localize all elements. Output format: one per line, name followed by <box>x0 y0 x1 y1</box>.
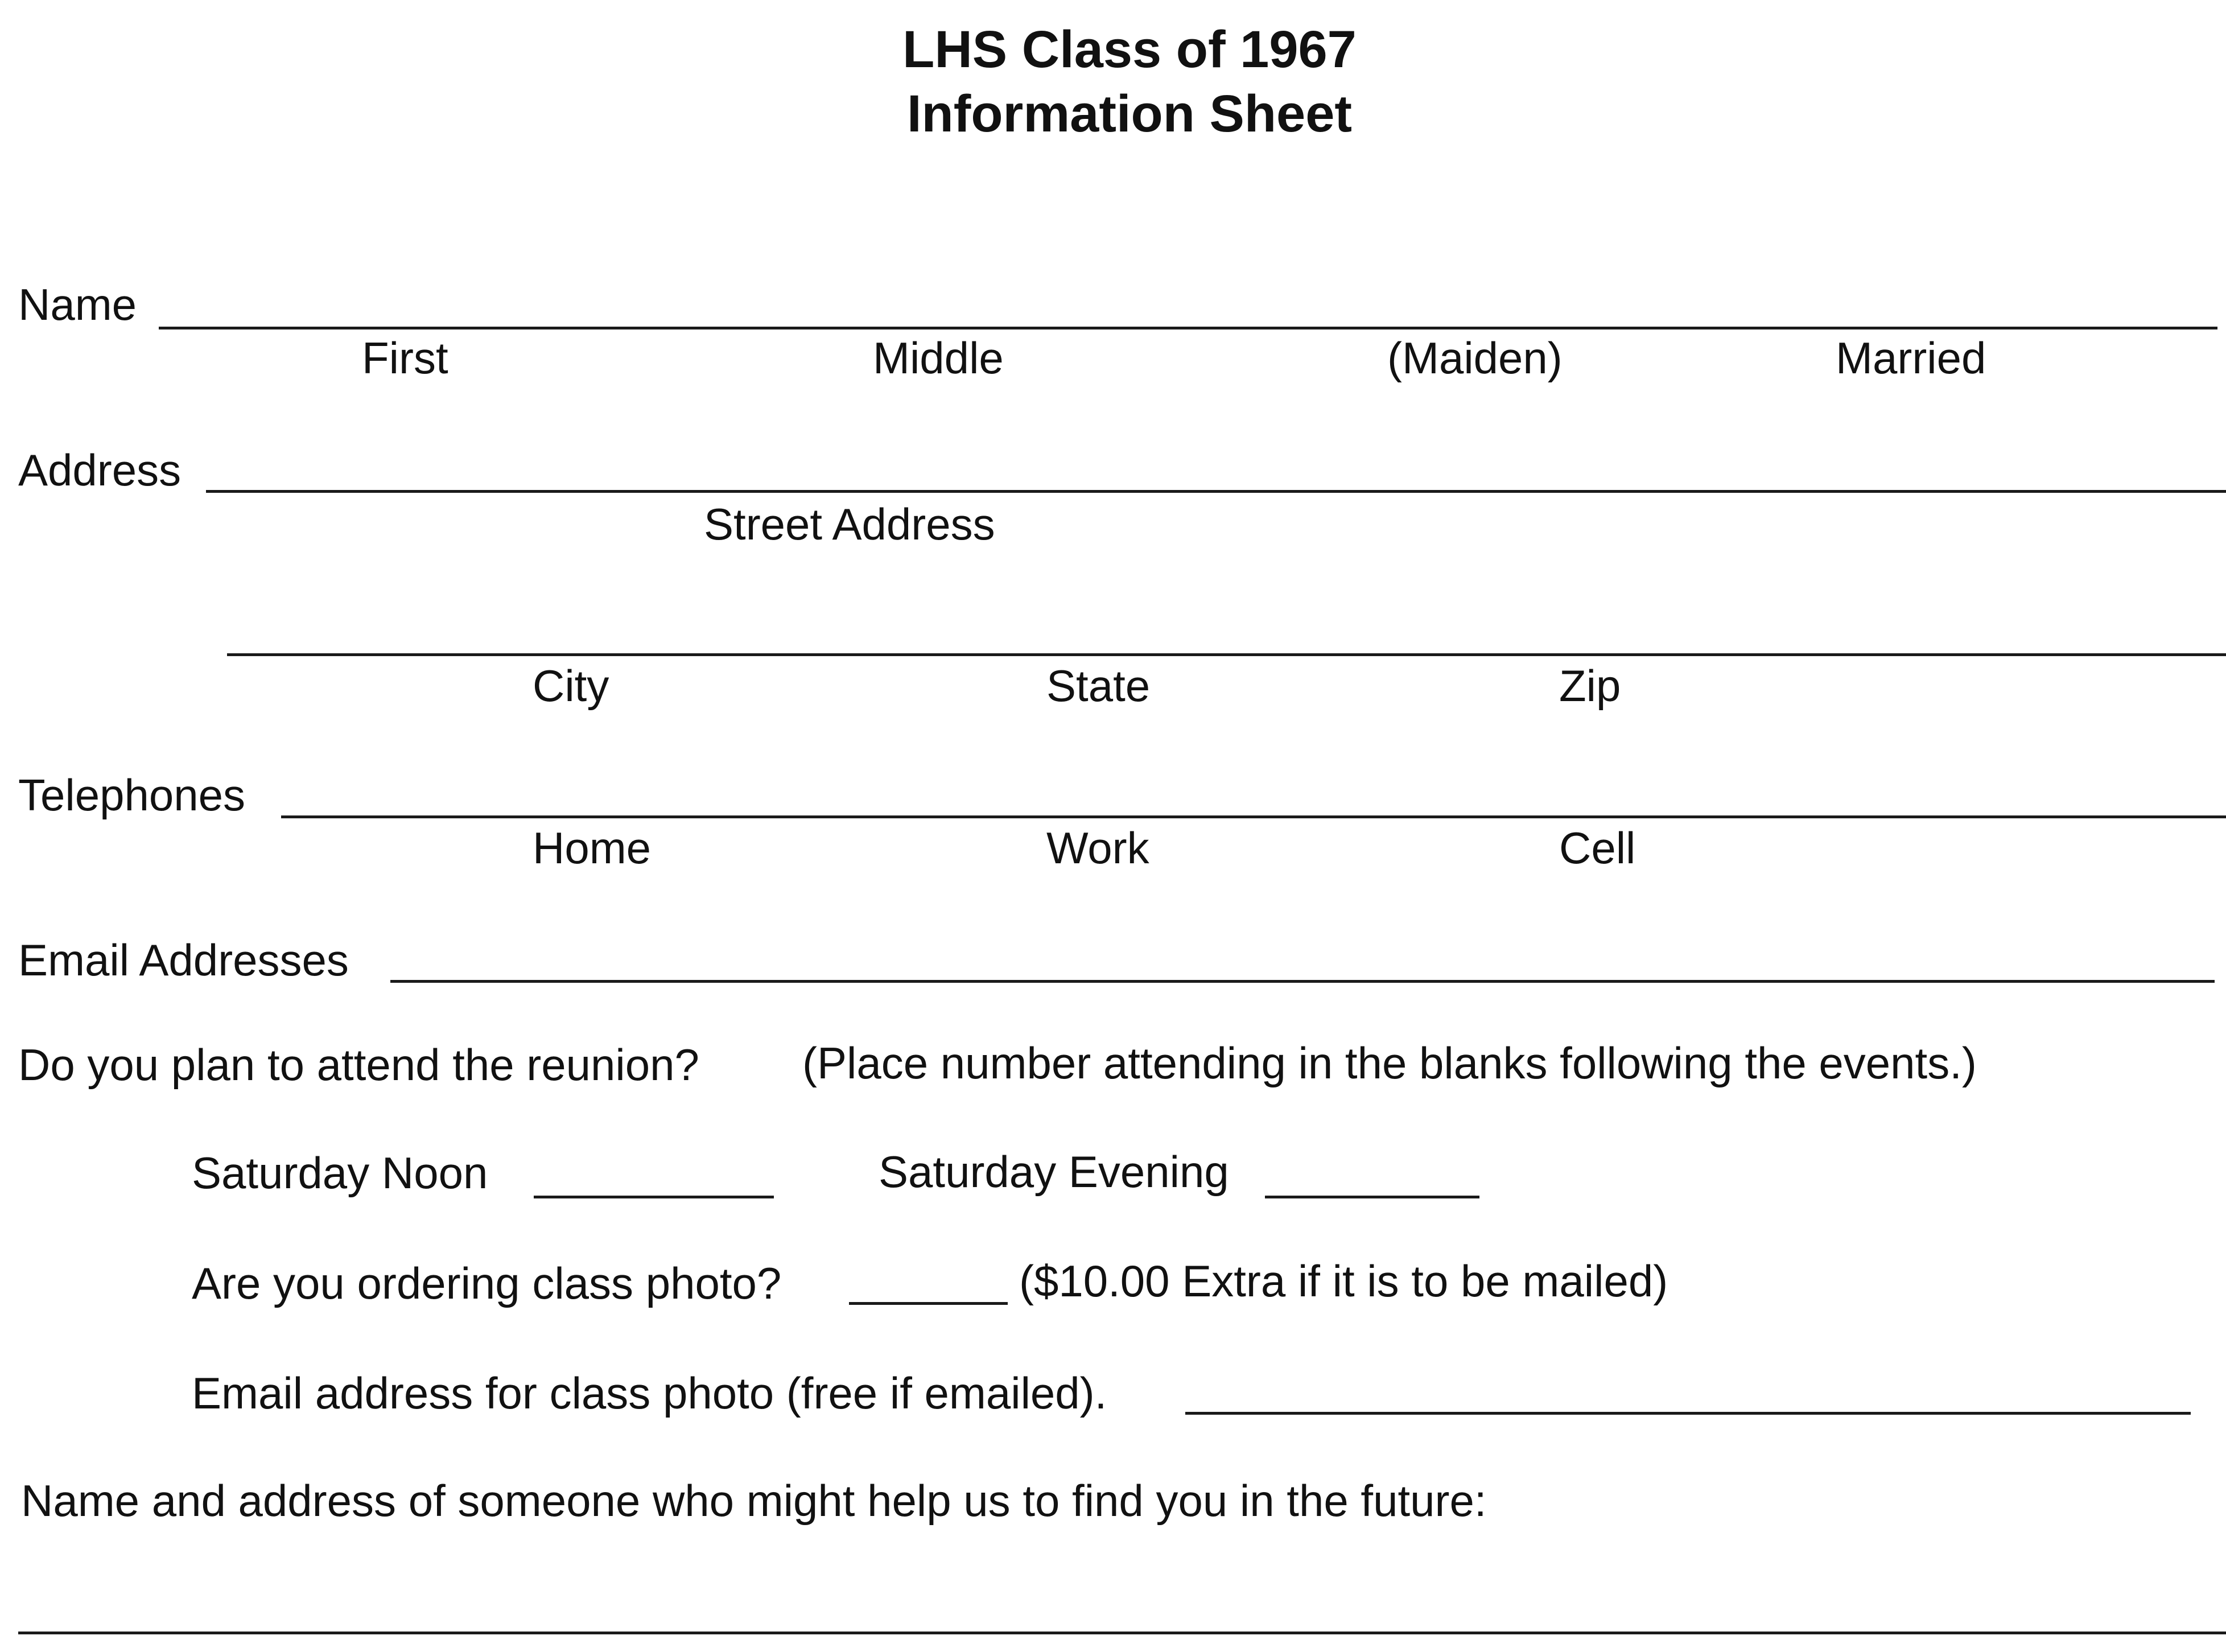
cell-caption: Cell <box>1559 823 1636 873</box>
name-maiden-caption: (Maiden) <box>1387 333 1563 383</box>
saturday-evening-field[interactable] <box>1265 1196 1479 1198</box>
zip-caption: Zip <box>1559 661 1621 711</box>
name-married-caption: Married <box>1836 333 1986 383</box>
name-field[interactable] <box>159 327 2217 329</box>
class-photo-email-label: Email address for class photo (free if emailed). <box>192 1368 1107 1418</box>
street-address-caption: Street Address <box>704 499 995 549</box>
class-photo-note: ($10.00 Extra if it is to be mailed) <box>1019 1256 1668 1306</box>
email-addresses-label: Email Addresses <box>18 935 349 985</box>
street-address-field[interactable] <box>206 490 2226 493</box>
class-photo-field[interactable] <box>849 1302 1008 1305</box>
reunion-instruction: (Place number attending in the blanks following the events.) <box>802 1038 1977 1088</box>
telephones-field[interactable] <box>281 815 2226 818</box>
saturday-noon-label: Saturday Noon <box>192 1148 488 1198</box>
class-photo-question: Are you ordering class photo? <box>192 1258 782 1308</box>
form-title-line2: Information Sheet <box>906 85 1353 143</box>
telephones-label: Telephones <box>18 770 245 820</box>
home-caption: Home <box>533 823 652 873</box>
saturday-noon-field[interactable] <box>534 1196 774 1198</box>
contact-person-label: Name and address of someone who might help us to find you in the future: <box>21 1476 1487 1526</box>
name-label: Name <box>18 279 137 329</box>
saturday-evening-label: Saturday Evening <box>879 1147 1229 1197</box>
work-caption: Work <box>1046 823 1149 873</box>
state-caption: State <box>1046 661 1151 711</box>
name-middle-caption: Middle <box>873 333 1004 383</box>
city-caption: City <box>533 661 609 711</box>
name-first-caption: First <box>362 333 448 383</box>
email-addresses-field[interactable] <box>390 980 2215 983</box>
city-state-zip-field[interactable] <box>227 653 2226 656</box>
class-photo-email-field[interactable] <box>1185 1412 2191 1415</box>
contact-person-field[interactable] <box>18 1632 2226 1634</box>
form-title-line1: LHS Class of 1967 <box>902 20 1357 79</box>
address-label: Address <box>18 445 182 495</box>
reunion-question: Do you plan to attend the reunion? <box>18 1040 699 1090</box>
